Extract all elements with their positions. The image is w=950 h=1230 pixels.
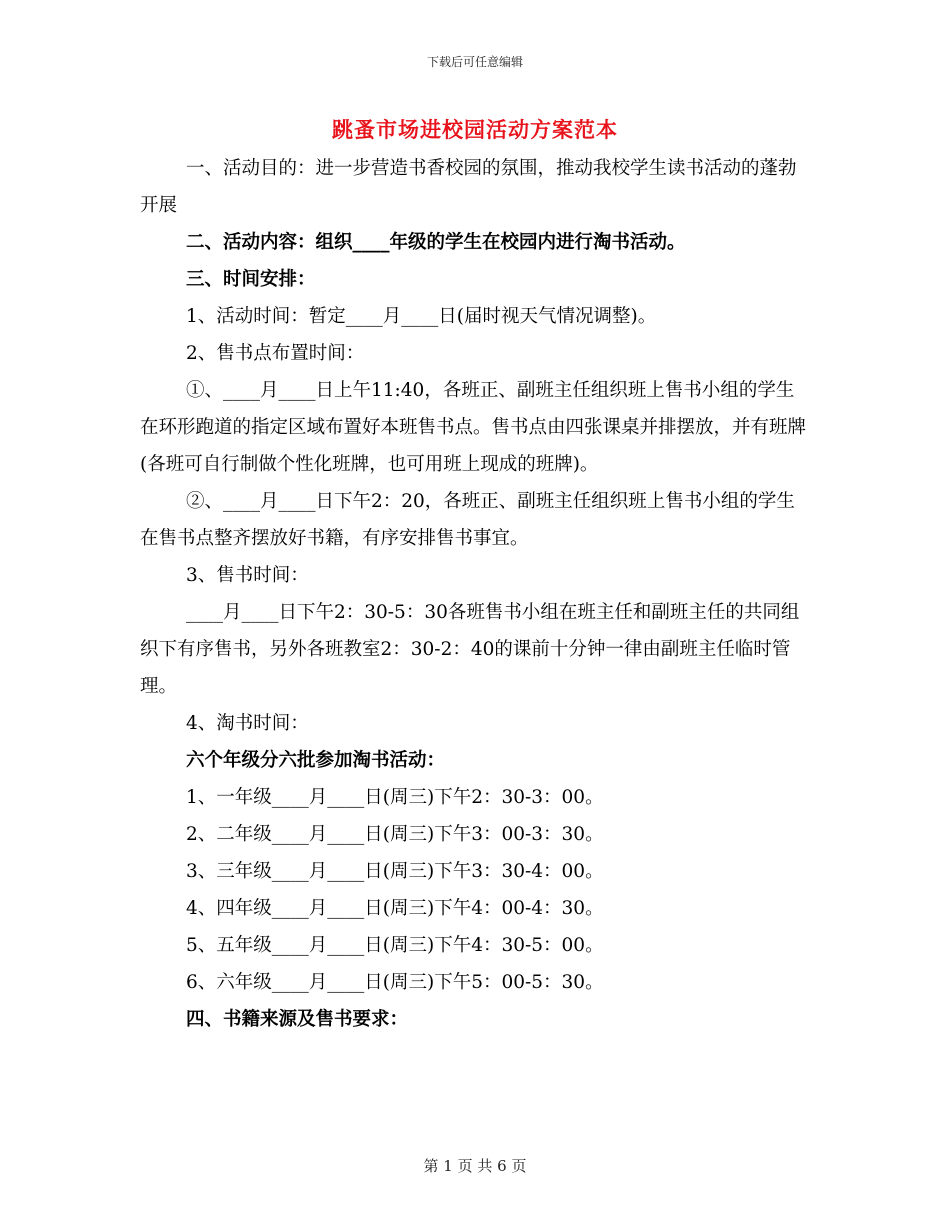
list-item-grade-6: 6、六年级____月____日(周三)下午5：00-5：30。 [186,972,604,993]
heading-book-source: 四、书籍来源及售书要求： [186,1009,409,1030]
list-item-grade-1: 1、一年级____月____日(周三)下午2：30-3：00。 [186,787,604,808]
paragraph-sale-detail: ____月____日下午2：30-5：30各班售书小组在班主任和副班主任的共同组织下有序售书，另外各班教室2：30-2：40的课前十分钟一律由副班主任临时管理。 [140,602,800,697]
paragraph-setup-time: 2、售书点布置时间： [186,343,365,364]
page-number: 第 1 页 共 6 页 [423,1157,527,1175]
paragraph-activity-time: 1、活动时间：暂定____月____日(届时视天气情况调整)。 [186,306,657,327]
page-header-note: 下载后可任意编辑 [426,55,523,69]
list-item-grade-4: 4、四年级____月____日(周三)下午4：00-4：30。 [186,898,604,919]
list-item-grade-2: 2、二年级____月____日(周三)下午3：00-3：30。 [186,824,604,845]
document-body [140,150,812,1038]
list-item-grade-3: 3、三年级____月____日(周三)下午3：30-4：00。 [186,861,604,882]
paragraph-content: 二、活动内容：组织____年级的学生在校园内进行淘书活动。 [186,232,686,253]
list-item-grade-5: 5、五年级____月____日(周三)下午4：30-5：00。 [186,935,604,956]
paragraph-setup-afternoon: ②、____月____日下午2：20，各班正、副班主任组织班上售书小组的学生在售书点整齐摆放好书籍，有序安排售书事宜。 [140,491,795,549]
paragraph-sale-time: 3、售书时间： [186,565,309,586]
paragraph-browse-time: 4、淘书时间： [186,713,309,734]
paragraph-grade-batches: 六个年级分六批参加淘书活动： [186,750,446,771]
paragraph-purpose: 一、活动目的：进一步营造书香校园的氛围，推动我校学生读书活动的蓬勃开展 [140,158,797,216]
paragraph-setup-morning: ①、____月____日上午11:40，各班正、副班主任组织班上售书小组的学生在环形跑道的指定区域布置好本班售书点。售书点由四张课桌并排摆放，并有班牌(各班可自行制做个性化班牌，也可用班上现成的班牌)。 [140,380,807,475]
document-title: 跳蚤市场进校园活动方案范本 [332,117,618,142]
heading-schedule: 三、时间安排： [186,269,316,290]
